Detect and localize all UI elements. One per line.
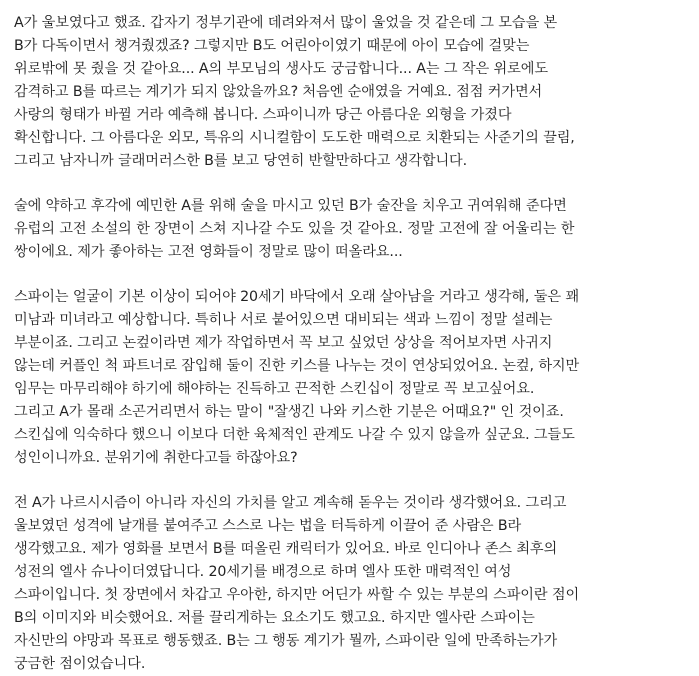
text-line: 그리고 A가 몰래 소곤거리면서 하는 말이 "잘생긴 나와 키스한 기분은 어때요?" 인 것이죠. <box>14 404 564 420</box>
text-line: A가 울보였다고 했죠. 갑자기 정부기관에 데려와져서 많이 울었을 것 같은데 그 모습을 본 <box>14 15 558 31</box>
text-line: 확신합니다. 그 아름다운 외모, 특유의 시니컬함이 도도한 매력으로 치환되는 사준기의 끌림, <box>14 130 575 146</box>
paragraph-1 <box>14 12 693 173</box>
text-line: 전 A가 나르시시즘이 아니라 자신의 가치를 알고 계속해 돋우는 것이라 생각했어요. 그리고 <box>14 495 567 511</box>
paragraph-4 <box>14 492 693 676</box>
paragraph-3 <box>14 286 693 470</box>
text-line: B가 다독이면서 챙겨줬겠죠? 그렇지만 B도 어린아이였기 때문에 아이 모습에 걸맞는 <box>14 38 530 54</box>
text-line: 그리고 남자니까 글래머러스한 B를 보고 당연히 반할만하다고 생각합니다. <box>14 153 468 169</box>
text-line: 부분이죠. 그리고 논컾이라면 제가 작업하면서 꼭 보고 싶었던 상상을 적어보자면 사귀지 <box>14 335 553 351</box>
text-line: 감격하고 B를 따르는 계기가 되지 않았을까요? 처음엔 순애였을 거예요. 점점 커가면서 <box>14 84 543 100</box>
text-line: 쌍이에요. 제가 좋아하는 고전 영화들이 정말로 많이 떠올라요... <box>14 244 403 260</box>
text-line: 스파이입니다. 첫 장면에서 차갑고 우아한, 하지만 어딘가 싸할 수 있는 부분의 스파이란 점이 <box>14 587 580 603</box>
text-line: 사랑의 형태가 바뀔 거라 예측해 봅니다. 스파이니까 당근 아름다운 외형을 가졌다 <box>14 107 512 123</box>
text-line: 않는데 커플인 척 파트너로 잠입해 둘이 진한 키스를 나누는 것이 연상되었어요. 논컾, 하지만 <box>14 358 580 374</box>
text-line: 성인이니까요. 분위기에 취한다고들 하잖아요? <box>14 450 298 466</box>
text-line: B의 이미지와 비슷했어요. 저를 끌리게하는 요소기도 했고요. 하지만 엘사란 스파이는 <box>14 610 535 626</box>
text-line: 울보였던 성격에 날개를 붙여주고 스스로 나는 법을 터득하게 이끌어 준 사람은 B라 <box>14 518 522 534</box>
text-line: 스파이는 얼굴이 기본 이상이 되어야 20세기 바닥에서 오래 살아남을 거라고 생각해, 둘은 꽤 <box>14 289 579 305</box>
text-line: 유럽의 고전 소설의 한 장면이 스쳐 지나갈 수도 있을 것 같아요. 정말 고전에 잘 어울리는 한 <box>14 221 575 237</box>
text-line: 자신만의 야망과 목표로 행동했죠. B는 그 행동 계기가 뭘까, 스파이란 일에 만족하는가가 <box>14 633 558 649</box>
text-line: 임무는 마무리해야 하기에 해야하는 진득하고 끈적한 스킨십이 정말로 꼭 보고싶어요. <box>14 381 535 397</box>
text-line: 성전의 엘사 슈나이더였답니다. 20세기를 배경으로 하며 엘사 또한 매력적인 여성 <box>14 564 512 580</box>
text-line: 위로밖에 못 줬을 것 같아요... A의 부모님의 생사도 궁금합니다... A는 그 작은 위로에도 <box>14 61 548 77</box>
text-line: 생각했고요. 제가 영화를 보면서 B를 떠올린 캐릭터가 있어요. 바로 인디아나 존스 최후의 <box>14 541 558 557</box>
text-line: 미남과 미녀라고 예상합니다. 특히나 서로 붙어있으면 대비되는 색과 느낌이 정말 설레는 <box>14 312 553 328</box>
paragraph-2 <box>14 195 693 264</box>
text-line: 술에 약하고 후각에 예민한 A를 위해 술을 마시고 있던 B가 술잔을 치우고 귀여워해 준다면 <box>14 198 567 214</box>
text-line: 궁금한 점이었습니다. <box>14 656 146 672</box>
text-line: 스킨십에 익숙하다 했으니 이보다 더한 육체적인 관계도 나갈 수 있지 않을까 싶군요. 그들도 <box>14 427 575 443</box>
